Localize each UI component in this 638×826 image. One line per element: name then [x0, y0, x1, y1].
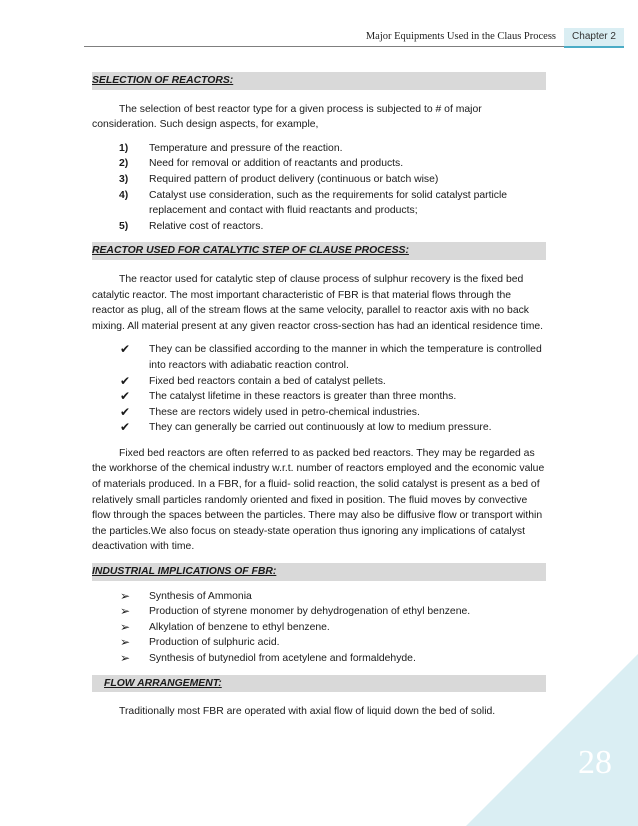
- paragraph: Traditionally most FBR are operated with axial flow of liquid down the bed of solid.: [119, 706, 496, 718]
- check-mark-icon: ✔: [120, 373, 131, 388]
- section-heading: SELECTION OF REACTORS:: [92, 72, 546, 90]
- numbered-list: [92, 141, 546, 235]
- arrow-bullet-icon: ➢: [120, 588, 131, 603]
- list-number: 4): [119, 189, 129, 201]
- arrow-bullet-icon: ➢: [120, 651, 131, 665]
- list-item-text: They can be classified according to the manner in which the temperature is controlled into reactors with adiabatic reaction control.: [149, 344, 542, 371]
- arrow-bullet-icon: ➢: [120, 604, 131, 619]
- list-item: [92, 405, 546, 421]
- list-item: [92, 156, 546, 172]
- list-item-text: These are rectors widely used in petro-chemical industries.: [149, 406, 420, 418]
- list-item: [92, 141, 546, 157]
- list-item-text: Fixed bed reactors contain a bed of catalyst pellets.: [149, 375, 386, 387]
- check-list: [92, 342, 546, 436]
- arrow-bullet-icon: ➢: [120, 619, 131, 634]
- list-item-text: Alkylation of benzene to ethyl benzene.: [149, 621, 330, 633]
- list-item-text: Relative cost of reactors.: [149, 220, 264, 232]
- list-item: [92, 420, 546, 436]
- list-item-text: Production of sulphuric acid.: [149, 637, 280, 649]
- paragraph: Fixed bed reactors are often referred to as packed bed reactors. They may be regarded as the workhorse of the chemical industry w.r.t. number of reactors employed and the economic value of materials produced. In a FBR, for a fluid- solid reaction, the solid catalyst is present as a bed of relatively small particles randomly oriented and fixed in position. The fluid moves by convective flow through the spaces between the particles. There may also be diffusive flow or transport within the particles.We also focus on steady-state operation thus ignoring any implications of catalyst deactivation with time.: [92, 447, 545, 553]
- list-number: 3): [119, 173, 129, 185]
- list-item: [92, 589, 546, 605]
- list-number: 2): [119, 158, 129, 170]
- paragraph: The reactor used for catalytic step of clause process of sulphur recovery is the fixed bed catalytic reactor. The most important characteristic of FBR is that material flows through the reactor as plug, all of the stream flows at the same velocity, parallel to reactor axis with no back mixing. All material present at any given reactor cross-section has had an identical residence time.: [92, 273, 544, 332]
- check-mark-icon: ✔: [120, 342, 131, 357]
- check-mark-icon: ✔: [120, 420, 131, 435]
- header-rule: [84, 46, 564, 47]
- list-item-text: Need for removal or addition of reactants and products.: [149, 158, 404, 170]
- list-item: [92, 172, 546, 188]
- section-selection: [92, 72, 546, 234]
- section-heading: REACTOR USED FOR CATALYTIC STEP OF CLAUSE PROCESS:: [92, 242, 546, 260]
- list-item: [92, 389, 546, 405]
- section-heading: FLOW ARRANGEMENT:: [92, 675, 546, 693]
- list-item: [92, 635, 546, 651]
- list-item: [92, 604, 546, 620]
- page-content: [92, 72, 546, 720]
- list-item-text: The catalyst lifetime in these reactors is greater than three months.: [149, 391, 457, 403]
- list-item-text: Production of styrene monomer by dehydrogenation of ethyl benzene.: [149, 606, 471, 618]
- header-title: Major Equipments Used in the Claus Process: [365, 31, 556, 42]
- list-number: 1): [119, 142, 129, 154]
- section-heading: INDUSTRIAL IMPLICATIONS OF FBR:: [92, 563, 546, 581]
- list-item: [92, 620, 546, 636]
- arrow-bullet-icon: ➢: [120, 635, 131, 650]
- list-item-text: Required pattern of product delivery (continuous or batch wise): [149, 173, 439, 185]
- section-catalytic: [92, 242, 546, 555]
- list-item-text: Temperature and pressure of the reaction.: [149, 142, 343, 154]
- list-item: [92, 374, 546, 390]
- list-item: [92, 219, 546, 235]
- list-number: 5): [119, 220, 129, 232]
- paragraph: The selection of best reactor type for a given process is subjected to # of major consideration. Such design aspects, for example,: [92, 103, 482, 131]
- page-header: [0, 28, 638, 48]
- list-item: [92, 342, 546, 373]
- list-item: [92, 188, 546, 219]
- list-item-text: Catalyst use consideration, such as the requirements for solid catalyst particle replacement and contact with fluid reactants and products;: [149, 189, 508, 217]
- section-industrial: [92, 563, 546, 667]
- page-number: 28: [578, 744, 612, 781]
- list-item-text: Synthesis of butynediol from acetylene and formaldehyde.: [149, 653, 416, 664]
- check-mark-icon: ✔: [120, 389, 131, 404]
- corner-decoration: [466, 654, 638, 826]
- list-item-text: They can generally be carried out continuously at low to medium pressure.: [149, 422, 492, 434]
- check-mark-icon: ✔: [120, 404, 131, 419]
- list-item-text: Synthesis of Ammonia: [149, 590, 252, 602]
- chapter-tab: Chapter 2: [564, 28, 624, 48]
